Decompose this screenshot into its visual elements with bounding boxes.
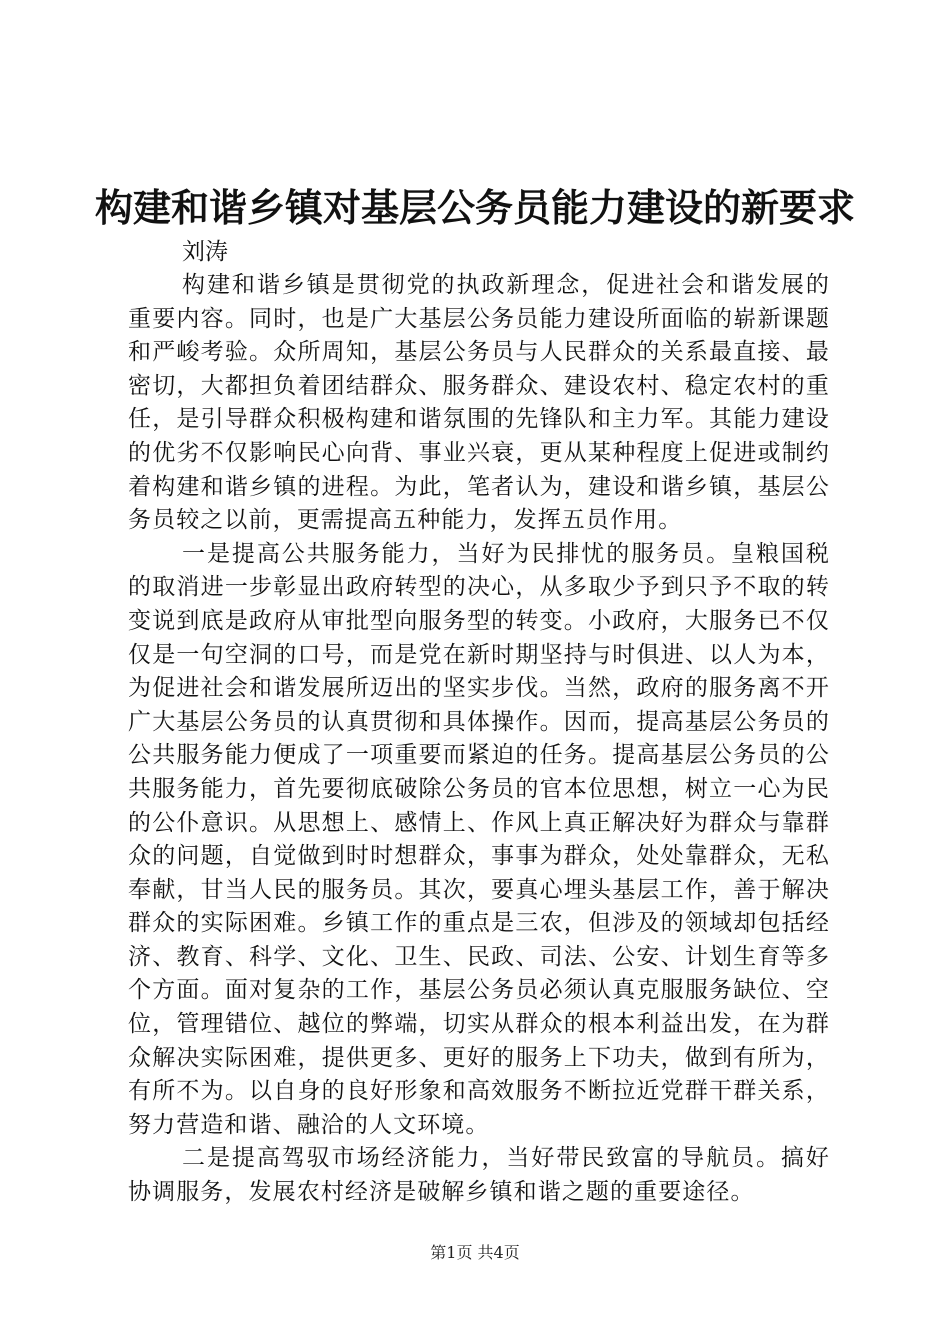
- document-title: 构建和谐乡镇对基层公务员能力建设的新要求: [94, 185, 855, 230]
- paragraph-public-service: 一是提高公共服务能力，当好为民排忧的服务员。皇粮国税的取消进一步彰显出政府转型的决心，从多取少予到只予不取的转变说到底是政府从审批型向服务型的转变。小政府，大服务已不仅仅是一句空洞的口号，而是党在新时期坚持与时俱进、以人为本，为促进社会和谐发展所迈出的坚实步伐。当然，政府的服务离不开广大基层公务员的认真贯彻和具体操作。因而，提高基层公务员的公共服务能力便成了一项重要而紧迫的任务。提高基层公务员的公共服务能力，首先要彻底破除公务员的官本位思想，树立一心为民的公仆意识。从思想上、感情上、作风上真正解决好为群众与靠群众的问题，自觉做到时时想群众，事事为群众，处处靠群众，无私奉献，甘当人民的服务员。其次，要真心埋头基层工作，善于解决群众的实际困难。乡镇工作的重点是三农，但涉及的领域却包括经济、教育、科学、文化、卫生、民政、司法、公安、计划生育等多个方面。面对复杂的工作，基层公务员必须认真克服服务缺位、空位，管理错位、越位的弊端，切实从群众的根本利益出发，在为群众解决实际困难，提供更多、更好的服务上下功夫，做到有所为，有所不为。以自身的良好形象和高效服务不断拉近党群干群关系，努力营造和谐、融洽的人文环境。: [128, 540, 830, 1138]
- author-name: 刘涛: [182, 239, 228, 265]
- paragraph-intro: 构建和谐乡镇是贯彻党的执政新理念，促进社会和谐发展的重要内容。同时，也是广大基层公务员能力建设所面临的崭新课题和严峻考验。众所周知，基层公务员与人民群众的关系最直接、最密切，大都担负着团结群众、服务群众、建设农村、稳定农村的重任，是引导群众积极构建和谐氛围的先锋队和主力军。其能力建设的优劣不仅影响民心向背、事业兴衰，更从某种程度上促进或制约着构建和谐乡镇的进程。为此，笔者认为，建设和谐乡镇，基层公务员较之以前，更需提高五种能力，发挥五员作用。: [128, 272, 830, 534]
- paragraph-market-economy: 二是提高驾驭市场经济能力，当好带民致富的导航员。搞好协调服务，发展农村经济是破解乡镇和谐之题的重要途径。: [128, 1145, 830, 1206]
- page-footer: 第1页 共4页: [430, 1243, 520, 1262]
- document-body: [128, 236, 830, 1210]
